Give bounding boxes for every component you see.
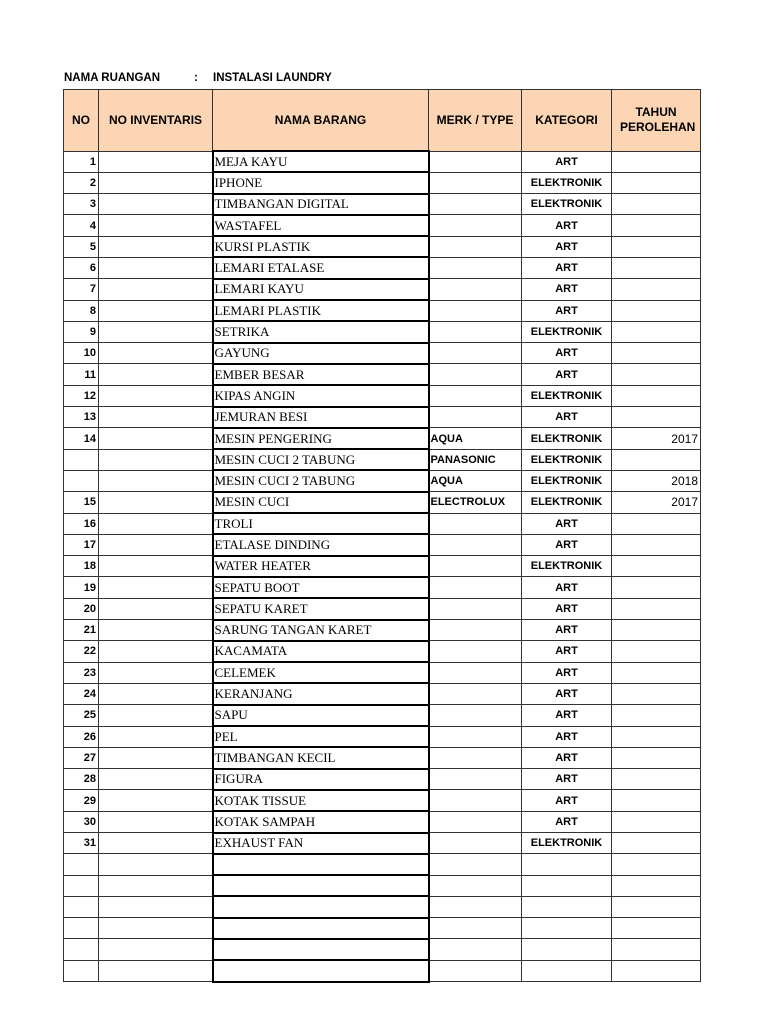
cell-merk-type [429,151,522,172]
table-row [64,364,701,385]
table-row [64,172,701,193]
table-row [64,918,701,939]
cell-no-inventaris [99,215,213,236]
table-row [64,151,701,172]
cell-no: 30 [64,811,99,832]
cell-nama-barang: JEMURAN BESI [213,407,429,428]
cell-merk-type [429,875,522,896]
cell-merk-type [429,534,522,555]
cell-nama-barang: PEL [213,726,429,747]
cell-nama-barang: WATER HEATER [213,556,429,577]
cell-no: 18 [64,556,99,577]
header-merk-type: MERK / TYPE [429,90,522,152]
cell-kategori: ART [522,790,612,811]
cell-nama-barang: KURSI PLASTIK [213,236,429,257]
cell-tahun-perolehan [612,279,701,300]
cell-nama-barang [213,939,429,960]
cell-merk-type [429,726,522,747]
cell-no [64,875,99,896]
cell-nama-barang: SEPATU KARET [213,598,429,619]
cell-no-inventaris [99,513,213,534]
cell-merk-type [429,747,522,768]
cell-kategori: ART [522,726,612,747]
cell-no: 15 [64,492,99,513]
cell-kategori [522,896,612,917]
cell-kategori: ART [522,577,612,598]
cell-nama-barang: WASTAFEL [213,215,429,236]
cell-tahun-perolehan [612,939,701,960]
cell-no-inventaris [99,769,213,790]
cell-no-inventaris [99,641,213,662]
header-no-inventaris: NO INVENTARIS [99,90,213,152]
table-row [64,428,701,449]
cell-no: 2 [64,172,99,193]
cell-no: 11 [64,364,99,385]
cell-kategori: ELEKTRONIK [522,449,612,470]
cell-no-inventaris [99,449,213,470]
cell-no-inventaris [99,662,213,683]
cell-no-inventaris [99,620,213,641]
cell-no-inventaris [99,534,213,555]
table-row [64,257,701,278]
header-nama-barang: NAMA BARANG [213,90,429,152]
cell-no-inventaris [99,747,213,768]
cell-no-inventaris [99,236,213,257]
cell-no-inventaris [99,300,213,321]
cell-merk-type [429,620,522,641]
cell-tahun-perolehan [612,321,701,342]
cell-merk-type [429,172,522,193]
cell-kategori: ART [522,662,612,683]
cell-no: 24 [64,683,99,704]
cell-tahun-perolehan [612,257,701,278]
cell-kategori: ART [522,747,612,768]
cell-kategori: ELEKTRONIK [522,321,612,342]
cell-merk-type [429,385,522,406]
cell-no-inventaris [99,321,213,342]
cell-no-inventaris [99,343,213,364]
cell-kategori [522,960,612,981]
table-row [64,726,701,747]
cell-no: 19 [64,577,99,598]
cell-kategori [522,854,612,875]
cell-kategori: ART [522,300,612,321]
cell-kategori: ELEKTRONIK [522,470,612,491]
cell-no [64,939,99,960]
cell-tahun-perolehan [612,577,701,598]
table-row [64,598,701,619]
cell-tahun-perolehan [612,449,701,470]
cell-merk-type [429,662,522,683]
table-row [64,449,701,470]
cell-nama-barang [213,854,429,875]
cell-kategori: ELEKTRONIK [522,385,612,406]
cell-no [64,896,99,917]
table-row [64,556,701,577]
table-row [64,833,701,854]
cell-nama-barang: KOTAK TISSUE [213,790,429,811]
table-row [64,705,701,726]
cell-no: 20 [64,598,99,619]
cell-nama-barang: KIPAS ANGIN [213,385,429,406]
cell-tahun-perolehan [612,598,701,619]
cell-merk-type [429,854,522,875]
cell-merk-type [429,939,522,960]
cell-nama-barang: GAYUNG [213,343,429,364]
cell-nama-barang: MESIN CUCI [213,492,429,513]
table-row [64,747,701,768]
cell-kategori: ART [522,236,612,257]
cell-no-inventaris [99,833,213,854]
cell-nama-barang: SAPU [213,705,429,726]
cell-no: 26 [64,726,99,747]
cell-no: 3 [64,194,99,215]
cell-no-inventaris [99,172,213,193]
cell-nama-barang: MESIN CUCI 2 TABUNG [213,449,429,470]
cell-merk-type: PANASONIC [429,449,522,470]
cell-no-inventaris [99,279,213,300]
cell-tahun-perolehan [612,620,701,641]
cell-tahun-perolehan [612,513,701,534]
cell-kategori: ART [522,215,612,236]
cell-no-inventaris [99,811,213,832]
cell-kategori: ELEKTRONIK [522,194,612,215]
table-row [64,343,701,364]
header-tahun-perolehan: TAHUN PEROLEHAN [612,90,701,152]
cell-no: 12 [64,385,99,406]
cell-nama-barang: TROLI [213,513,429,534]
cell-no: 10 [64,343,99,364]
cell-merk-type [429,279,522,300]
cell-no-inventaris [99,683,213,704]
cell-no-inventaris [99,428,213,449]
cell-kategori: ART [522,343,612,364]
cell-nama-barang: SEPATU BOOT [213,577,429,598]
cell-merk-type [429,343,522,364]
table-row [64,662,701,683]
cell-nama-barang: IPHONE [213,172,429,193]
cell-merk-type [429,811,522,832]
cell-no: 31 [64,833,99,854]
cell-merk-type [429,577,522,598]
cell-merk-type [429,683,522,704]
cell-merk-type [429,960,522,981]
cell-no: 23 [64,662,99,683]
room-label: NAMA RUANGAN [64,72,161,84]
cell-no-inventaris [99,790,213,811]
table-row [64,215,701,236]
cell-nama-barang [213,960,429,981]
cell-merk-type [429,705,522,726]
cell-kategori: ELEKTRONIK [522,492,612,513]
cell-nama-barang: SARUNG TANGAN KARET [213,620,429,641]
cell-no: 28 [64,769,99,790]
cell-tahun-perolehan [612,534,701,555]
cell-merk-type [429,257,522,278]
cell-no [64,960,99,981]
cell-kategori: ART [522,534,612,555]
cell-nama-barang [213,918,429,939]
cell-merk-type [429,598,522,619]
cell-tahun-perolehan [612,641,701,662]
cell-merk-type [429,641,522,662]
cell-tahun-perolehan [612,385,701,406]
table-row [64,470,701,491]
cell-kategori: ART [522,620,612,641]
cell-tahun-perolehan [612,300,701,321]
cell-no: 7 [64,279,99,300]
table-row [64,385,701,406]
cell-nama-barang [213,896,429,917]
cell-tahun-perolehan [612,875,701,896]
cell-kategori: ART [522,513,612,534]
cell-no: 27 [64,747,99,768]
cell-kategori: ART [522,364,612,385]
cell-merk-type [429,918,522,939]
cell-no-inventaris [99,875,213,896]
cell-kategori: ELEKTRONIK [522,556,612,577]
cell-no: 25 [64,705,99,726]
cell-tahun-perolehan [612,896,701,917]
cell-nama-barang: ETALASE DINDING [213,534,429,555]
cell-merk-type [429,194,522,215]
cell-no: 16 [64,513,99,534]
table-row [64,896,701,917]
cell-no: 5 [64,236,99,257]
cell-tahun-perolehan [612,215,701,236]
cell-merk-type [429,364,522,385]
table-row [64,769,701,790]
cell-tahun-perolehan [612,172,701,193]
cell-tahun-perolehan [612,556,701,577]
cell-nama-barang: KOTAK SAMPAH [213,811,429,832]
table-row [64,960,701,981]
cell-kategori: ART [522,151,612,172]
cell-no-inventaris [99,407,213,428]
cell-kategori: ART [522,279,612,300]
cell-merk-type [429,321,522,342]
cell-no: 17 [64,534,99,555]
cell-tahun-perolehan [612,662,701,683]
cell-no-inventaris [99,556,213,577]
cell-nama-barang: KACAMATA [213,641,429,662]
cell-tahun-perolehan [612,833,701,854]
table-row [64,236,701,257]
room-separator: : [194,72,198,84]
cell-nama-barang: EMBER BESAR [213,364,429,385]
cell-no-inventaris [99,896,213,917]
cell-kategori: ELEKTRONIK [522,172,612,193]
cell-nama-barang: TIMBANGAN DIGITAL [213,194,429,215]
table-row [64,279,701,300]
cell-no-inventaris [99,257,213,278]
table-row [64,534,701,555]
cell-no-inventaris [99,194,213,215]
cell-tahun-perolehan [612,343,701,364]
cell-tahun-perolehan [612,407,701,428]
header-row [64,90,701,152]
cell-no: 21 [64,620,99,641]
cell-tahun-perolehan [612,236,701,257]
cell-no: 4 [64,215,99,236]
cell-tahun-perolehan [612,747,701,768]
cell-no: 6 [64,257,99,278]
table-row [64,513,701,534]
cell-kategori: ART [522,407,612,428]
cell-tahun-perolehan [612,726,701,747]
header-no: NO [64,90,99,152]
cell-merk-type [429,833,522,854]
cell-tahun-perolehan [612,790,701,811]
cell-merk-type [429,556,522,577]
cell-no-inventaris [99,364,213,385]
cell-no-inventaris [99,918,213,939]
cell-kategori: ELEKTRONIK [522,428,612,449]
cell-nama-barang: TIMBANGAN KECIL [213,747,429,768]
room-value: INSTALASI LAUNDRY [213,72,332,84]
cell-nama-barang: EXHAUST FAN [213,833,429,854]
cell-nama-barang: SETRIKA [213,321,429,342]
cell-kategori: ART [522,257,612,278]
cell-tahun-perolehan [612,151,701,172]
cell-nama-barang: CELEMEK [213,662,429,683]
cell-no-inventaris [99,598,213,619]
cell-tahun-perolehan: 2017 [612,492,701,513]
cell-kategori: ART [522,641,612,662]
table-row [64,939,701,960]
cell-nama-barang: LEMARI KAYU [213,279,429,300]
cell-no: 13 [64,407,99,428]
cell-no: 29 [64,790,99,811]
cell-tahun-perolehan [612,705,701,726]
cell-no-inventaris [99,960,213,981]
cell-tahun-perolehan [612,194,701,215]
cell-tahun-perolehan: 2017 [612,428,701,449]
cell-nama-barang: MEJA KAYU [213,151,429,172]
table-row [64,300,701,321]
cell-kategori: ART [522,769,612,790]
cell-kategori: ART [522,598,612,619]
cell-tahun-perolehan [612,854,701,875]
table-row [64,790,701,811]
cell-no-inventaris [99,151,213,172]
cell-no-inventaris [99,705,213,726]
cell-no [64,918,99,939]
cell-merk-type [429,896,522,917]
table-row [64,577,701,598]
cell-merk-type [429,513,522,534]
cell-nama-barang: FIGURA [213,769,429,790]
table-row [64,321,701,342]
table-row [64,492,701,513]
cell-tahun-perolehan [612,918,701,939]
cell-no [64,470,99,491]
cell-tahun-perolehan [612,769,701,790]
cell-kategori [522,918,612,939]
cell-no-inventaris [99,726,213,747]
table-row [64,620,701,641]
cell-tahun-perolehan [612,811,701,832]
table-row [64,875,701,896]
inventory-table [63,89,701,983]
table-row [64,194,701,215]
cell-no-inventaris [99,939,213,960]
cell-nama-barang: LEMARI ETALASE [213,257,429,278]
cell-no [64,854,99,875]
cell-no: 14 [64,428,99,449]
table-row [64,641,701,662]
cell-no [64,449,99,470]
cell-kategori [522,875,612,896]
cell-no: 9 [64,321,99,342]
cell-merk-type [429,790,522,811]
header-kategori: KATEGORI [522,90,612,152]
cell-merk-type: AQUA [429,470,522,491]
cell-kategori: ART [522,811,612,832]
cell-merk-type [429,407,522,428]
table-row [64,811,701,832]
cell-no-inventaris [99,470,213,491]
cell-nama-barang [213,875,429,896]
cell-merk-type: AQUA [429,428,522,449]
cell-no: 22 [64,641,99,662]
cell-no-inventaris [99,492,213,513]
cell-kategori: ART [522,705,612,726]
cell-no: 1 [64,151,99,172]
table-row [64,683,701,704]
cell-nama-barang: MESIN CUCI 2 TABUNG [213,470,429,491]
cell-tahun-perolehan [612,960,701,981]
cell-no-inventaris [99,385,213,406]
cell-merk-type [429,236,522,257]
cell-tahun-perolehan: 2018 [612,470,701,491]
cell-kategori: ELEKTRONIK [522,833,612,854]
cell-nama-barang: KERANJANG [213,683,429,704]
cell-merk-type [429,215,522,236]
cell-nama-barang: LEMARI PLASTIK [213,300,429,321]
cell-tahun-perolehan [612,683,701,704]
cell-merk-type [429,769,522,790]
cell-no-inventaris [99,577,213,598]
cell-no-inventaris [99,854,213,875]
cell-merk-type [429,300,522,321]
cell-kategori [522,939,612,960]
cell-nama-barang: MESIN PENGERING [213,428,429,449]
cell-tahun-perolehan [612,364,701,385]
table-row [64,854,701,875]
cell-merk-type: ELECTROLUX [429,492,522,513]
cell-kategori: ART [522,683,612,704]
cell-no: 8 [64,300,99,321]
table-row [64,407,701,428]
